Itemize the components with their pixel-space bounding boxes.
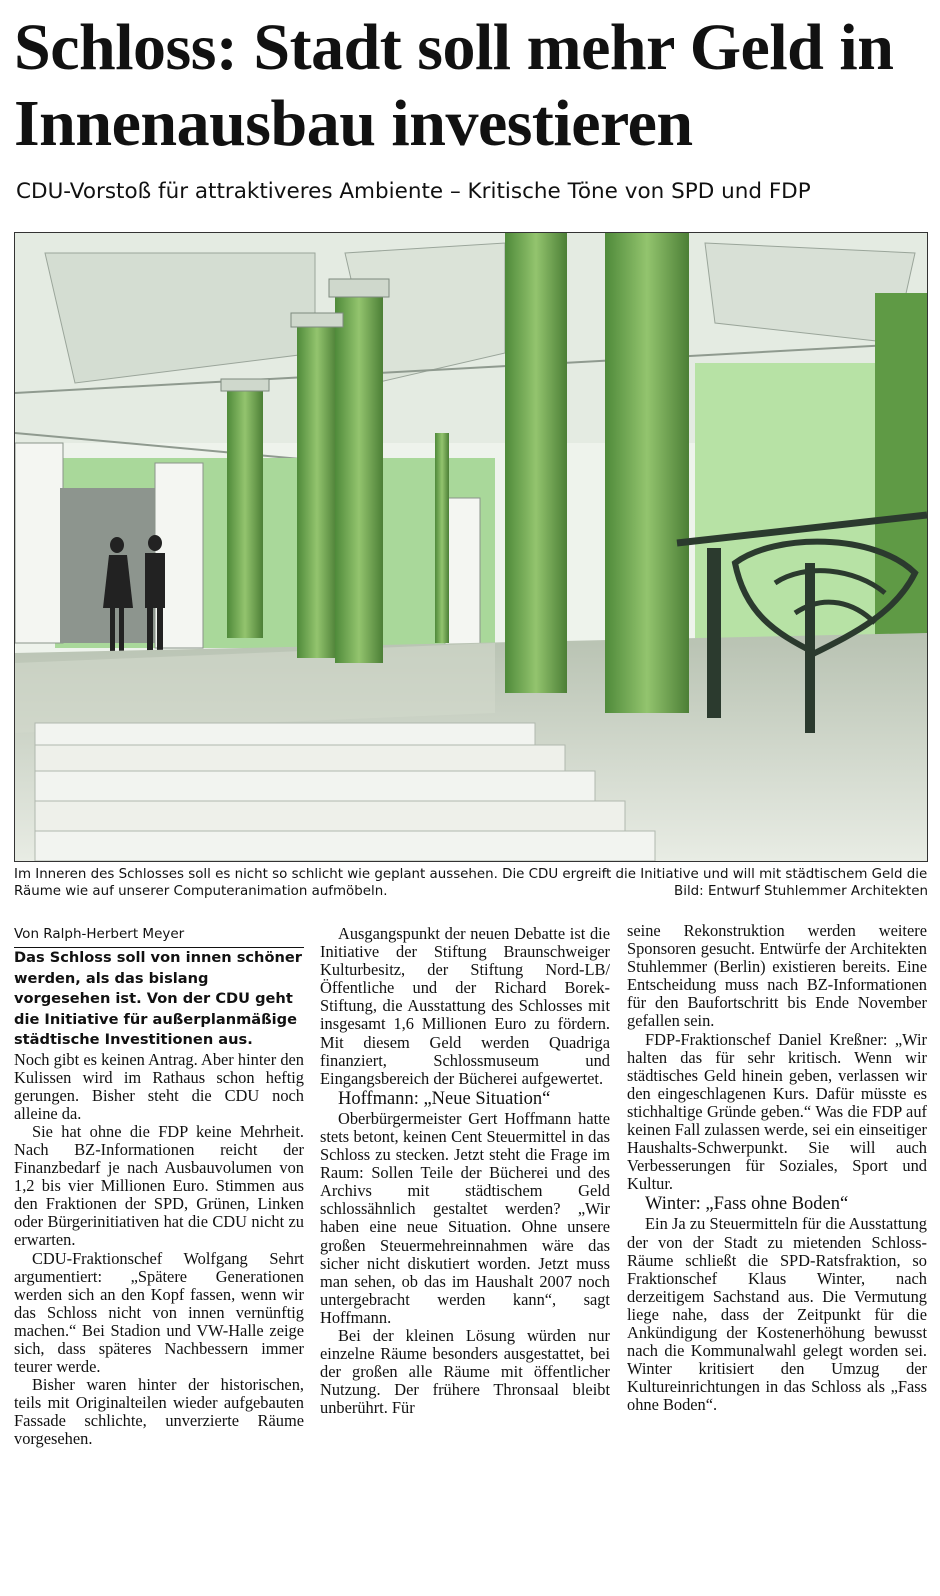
column-1 [14,925,304,1449]
lead-paragraph: Das Schloss soll von innen schöner werden, als das bislang vorgesehen ist. Von der CDU geht die Initiative für außerplanmäßige städtische Investitionen aus. [14,949,302,1048]
column-2 [320,925,610,1417]
column-3 [627,922,927,1414]
body-paragraph: Ein Ja zu Steuermitteln für die Ausstattung der von der Stadt zu mietenden Schloss-Räume schließt die SPD-Ratsfraktion, so Fraktionschef Klaus Winter, nach derzeitigem Sachstand aus. Die Vermutung liege nahe, dass der Zeitpunkt für die Ankündigung der Kostenerhöhung bewusst nach die Kommunalwahl gelegt worden sei. Winter kritisiert den Umzug der Kultureinrichtungen in das Schloss als „Fass ohne Boden“. [627,1214,927,1415]
image-credit: Bild: Entwurf Stuhlemmer Architekten [674,884,928,899]
body-paragraph: FDP-Fraktionschef Daniel Kreßner: „Wir halten das für sehr kritisch. Wenn wir städtisches Geld hinein geben, verlassen wir den eingeschlagenen Kurs. Dafür müsste es stichhaltige Gründe geben.“ Was die FDP auf keinen Fall zulassen werde, sei ein einseitiger Haushalts-Schwerpunkt. Sie will auch Verbesserungen für Soziales, Sport und Kultur. [627,1029,927,1194]
article-image [14,232,928,862]
body-paragraph: Noch gibt es keinen Antrag. Aber hinter den Kulissen wird im Rathaus schon heftig gerungen. Bisher steht die CDU noch alleine da. [14,1049,304,1123]
headline: Schloss: Stadt soll mehr Geld in Innenausbau investieren [14,11,894,160]
body-paragraph: Oberbürgermeister Gert Hoffmann hatte stets betont, keinen Cent Steuermittel in das Schloss zu stecken. Jetzt steht die Frage im Raum: Sollen Teile der Bücherei und des Archivs mit städtischem Geld schlossähnlich gestaltet werden? „Wir haben eine neue Situation. Ohne unsere großen Steuermehreinnahmen wäre das sicher nicht diskutiert worden. Jetzt muss man sehen, ob das im Haushalt 2007 noch untergebracht werden kann“, sagt Hoffmann. [320,1108,610,1327]
image-caption [14,866,928,900]
body-paragraph: seine Rekonstruktion werden weitere Sponsoren gesucht. Entwürfe der Architekten Stuhlemmer (Berlin) existieren bereits. Eine Entscheidung muss nach BZ-Informationen für den Baufortschritt bis Ende November gefallen sein. [627,921,927,1031]
body-paragraph: Bei der kleinen Lösung würden nur einzelne Räume besonders ausgestattet, bei der großen alle Räume mit öffentlicher Nutzung. Der frühere Thronsaal bleibt unberührt. Für [320,1325,610,1418]
body-paragraph: CDU-Fraktionschef Wolfgang Sehrt argumentiert: „Spätere Generationen werden sich an den Kopf fassen, wenn wir das Schloss nicht von innen vernünftig machen.“ Bei Stadion und VW-Halle zeige sich, dass späteres Nachbessern immer teurer werde. [14,1248,304,1377]
palace-interior-rendering [15,233,927,861]
caption-text: Im Inneren des Schlosses soll es nicht so schlicht wie geplant aussehen. Die CDU ergreift die Initiative und will mit städtischem Geld die Räume wie auf unserer Computeranimation aufmöbeln. [14,867,928,899]
section-heading: Winter: „Fass ohne Boden“ [645,1194,849,1215]
body-paragraph: Sie hat ohne die FDP keine Mehrheit. Nach BZ-Informationen reicht der Finanzbedarf je nach Ausbauvolumen von 1,2 bis vier Millionen Euro. Stimmen aus den Fraktionen der SPD, Grünen, Linken oder Bürgerinitiativen hat die CDU nicht zu erwarten. [14,1121,304,1250]
section-heading: Hoffmann: „Neue Situation“ [338,1088,551,1109]
body-paragraph: Ausgangspunkt der neuen Debatte ist die Initiative der Stiftung Braunschweiger Kulturbesitz, der Stiftung Nord-LB/Öffentliche und der Richard Borek-Stiftung, die Ausstattung des Schlosses mit insgesamt 1,6 Millionen Euro zu fördern. Mit diesem Geld werden Quadriga finanziert, Schlossmuseum und Eingangsbereich der Bücherei aufgewertet. [320,924,610,1088]
body-paragraph: Bisher waren hinter der historischen, teils mit Originalteilen wieder aufgebauten Fassade schlichte, unverzierte Räume vorgesehen. [14,1375,304,1449]
author-byline: Von Ralph-Herbert Meyer [14,925,304,948]
subheadline: CDU-Vorstoß für attraktiveres Ambiente – Kritische Töne von SPD und FDP [16,179,811,204]
